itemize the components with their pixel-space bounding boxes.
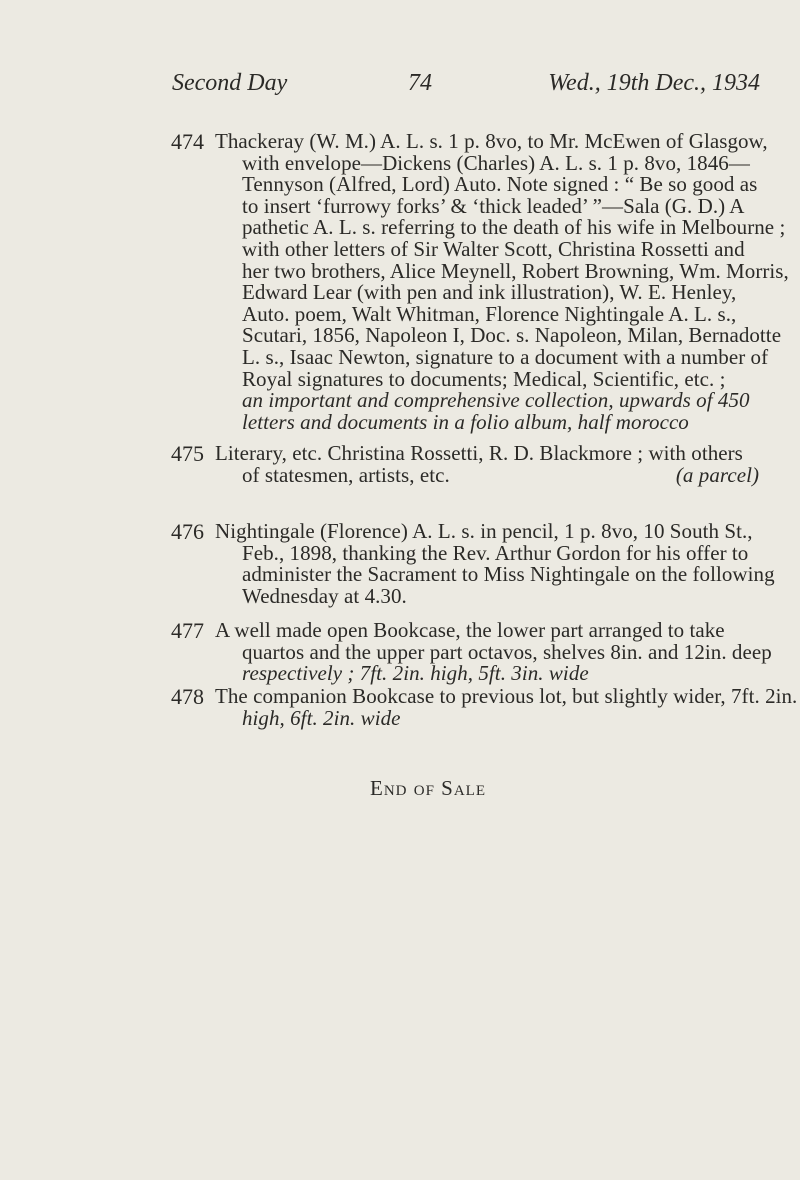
lot-line: respectively ; 7ft. 2in. high, 5ft. 3in. wide xyxy=(242,661,589,686)
lot-line: of statesmen, artists, etc. xyxy=(242,462,450,487)
lot-line-row xyxy=(215,462,761,487)
lot-line: Feb., 1898, thanking the Rev. Arthur Gordon for his offer to xyxy=(242,540,749,565)
lot-line: Wednesday at 4.30. xyxy=(242,583,407,608)
header-day: Second Day xyxy=(172,70,288,96)
lot-line: with envelope—Dickens (Charles) A. L. s. 1 p. 8vo, 1846— xyxy=(242,150,750,175)
lot-description xyxy=(215,684,798,730)
lot-line: her two brothers, Alice Meynell, Robert Browning, Wm. Morris, xyxy=(242,258,789,283)
lot-line: pathetic A. L. s. referring to the death of his wife in Melbourne ; xyxy=(242,215,786,240)
lot-number: 474 xyxy=(171,129,204,154)
lot-description xyxy=(215,618,772,686)
lot-line: Literary, etc. Christina Rossetti, R. D. Blackmore ; with others xyxy=(215,441,743,465)
lot-description xyxy=(215,443,761,486)
lot-line: Auto. poem, Walt Whitman, Florence Nightingale A. L. s., xyxy=(242,301,737,326)
lot-line: quartos and the upper part octavos, shelves 8in. and 12in. deep xyxy=(242,639,772,664)
lot-line: high, 6ft. 2in. wide xyxy=(242,705,401,730)
header-date: Wed., 19th Dec., 1934 xyxy=(548,70,760,96)
lot-line: letters and documents in a folio album, half morocco xyxy=(242,409,689,434)
lot-number: 475 xyxy=(171,441,204,466)
lot-number: 477 xyxy=(171,618,204,643)
lot-line: The companion Bookcase to previous lot, but slightly wider, 7ft. 2in. xyxy=(215,684,798,708)
lot-line: L. s., Isaac Newton, signature to a document with a number of xyxy=(242,344,769,369)
page-header xyxy=(172,70,760,110)
lot-number: 476 xyxy=(171,519,204,544)
lot-line: to insert ‘furrowy forks’ & ‘thick leaded’ ”—Sala (G. D.) A xyxy=(242,193,745,218)
lot-line: an important and comprehensive collection, upwards of 450 xyxy=(242,388,750,413)
lot-line: A well made open Bookcase, the lower part arranged to take xyxy=(215,618,725,642)
page-number: 74 xyxy=(408,70,432,96)
lot-description xyxy=(215,129,789,434)
lot-line: Nightingale (Florence) A. L. s. in pencil, 1 p. 8vo, 10 South St., xyxy=(215,519,753,543)
end-of-sale-label: End of Sale xyxy=(370,776,487,800)
lot-line: Scutari, 1856, Napoleon I, Doc. s. Napoleon, Milan, Bernadotte xyxy=(242,323,782,348)
lot-line: Tennyson (Alfred, Lord) Auto. Note signed : “ Be so good as xyxy=(242,172,758,197)
lot-line: Thackeray (W. M.) A. L. s. 1 p. 8vo, to Mr. McEwen of Glasgow, xyxy=(215,129,768,153)
lot-line: with other letters of Sir Walter Scott, Christina Rossetti and xyxy=(242,236,745,261)
lot-line: Edward Lear (with pen and ink illustration), W. E. Henley, xyxy=(242,280,737,305)
lot-line: administer the Sacrament to Miss Nightingale on the following xyxy=(242,562,775,587)
lot-description xyxy=(215,519,775,608)
lot-note: (a parcel) xyxy=(675,462,759,487)
lot-line: Royal signatures to documents; Medical, Scientific, etc. ; xyxy=(242,366,726,391)
lot-number: 478 xyxy=(171,684,204,709)
